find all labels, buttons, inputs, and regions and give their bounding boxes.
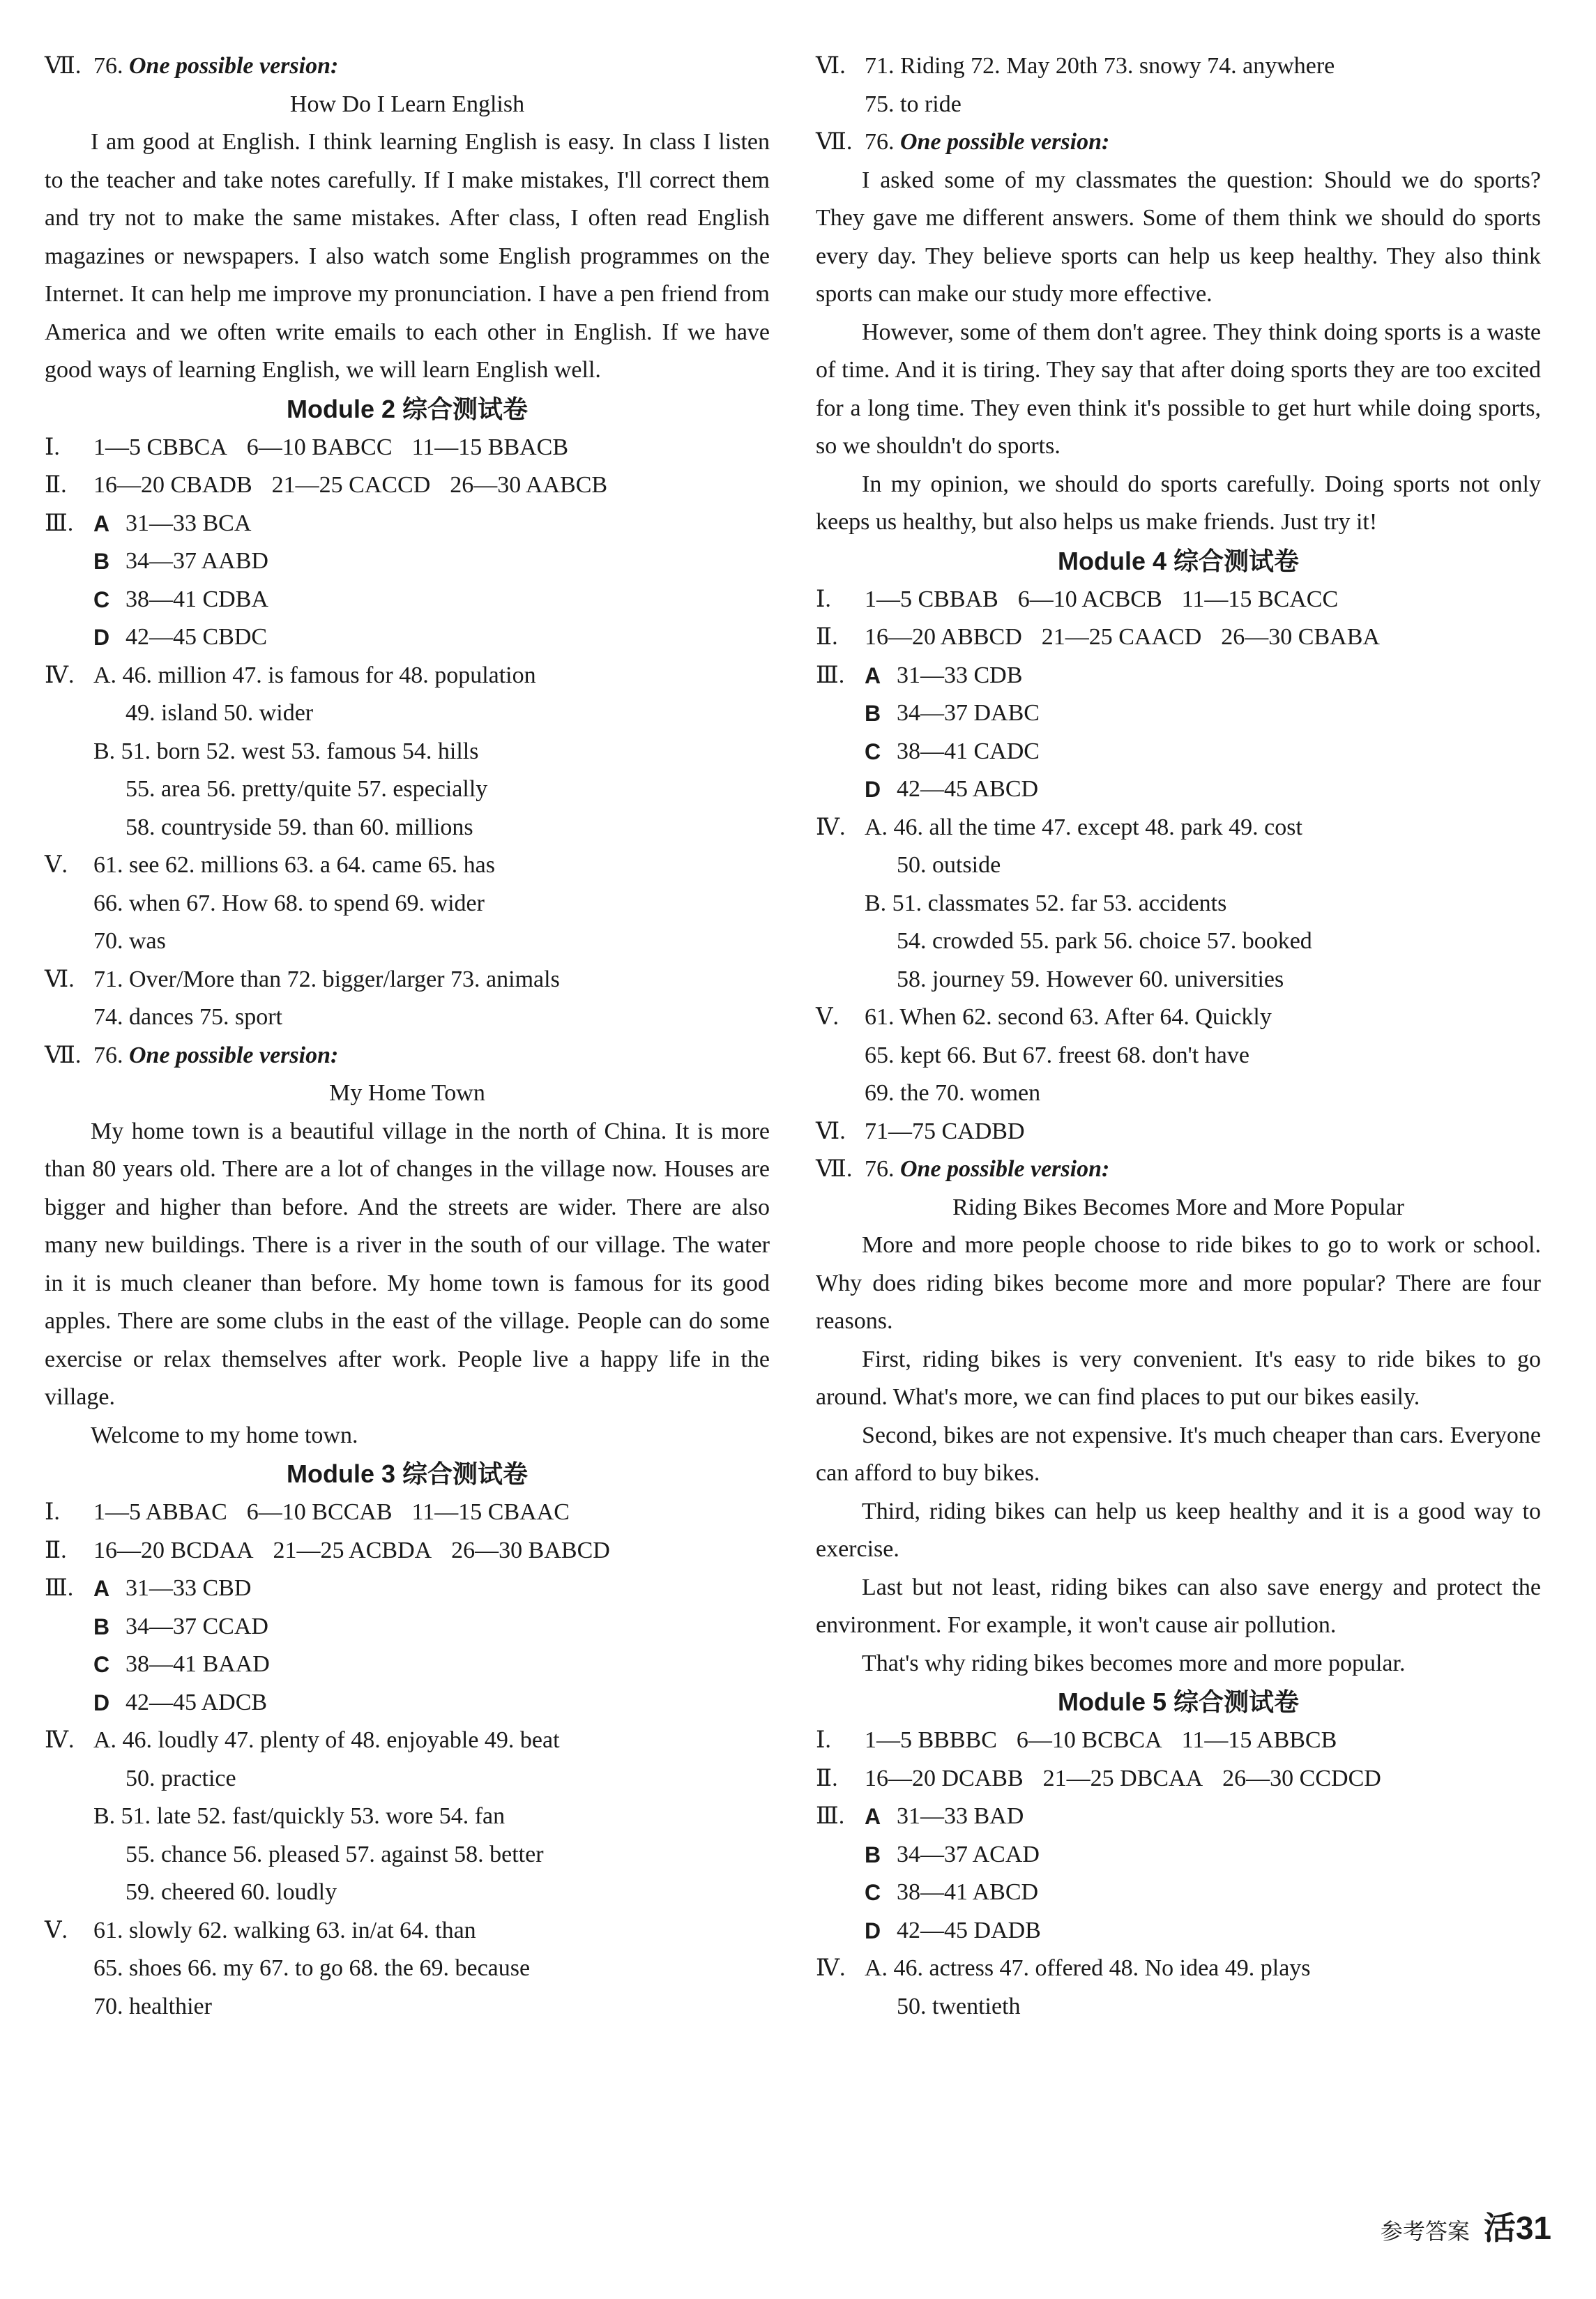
section-number: Ⅵ. — [816, 53, 846, 79]
section-number: Ⅵ. — [45, 966, 75, 992]
answer-line: 50. twentieth — [897, 1993, 1021, 2019]
section-number: Ⅱ. — [816, 1765, 838, 1791]
section-number: Ⅰ. — [45, 1499, 60, 1525]
answer-row — [816, 1798, 1541, 1836]
answer-line: A. 46. actress 47. offered 48. No idea 49. plays — [865, 1955, 1311, 1981]
answer-line: 61. see 62. millions 63. a 64. came 65. has — [93, 852, 496, 878]
section-number: Ⅶ. — [45, 1042, 82, 1068]
answer-segment: 38—41 ABCD — [897, 1879, 1039, 1905]
answer-line: 55. chance 56. pleased 57. against 58. better — [126, 1841, 544, 1867]
answer-segment: 26—30 CCDCD — [1222, 1765, 1381, 1791]
essay-paragraph: Third, riding bikes can help us keep healthy and it is a good way to exercise. — [816, 1498, 1541, 1562]
m3-section-vi — [816, 47, 1541, 123]
answer-segment: 1—5 CBBAB — [865, 586, 998, 612]
section-number: Ⅶ. — [45, 53, 82, 79]
answer-line: 71. Over/More than 72. bigger/larger 73. animals — [93, 966, 560, 992]
footer-label: 参考答案 — [1380, 2219, 1470, 2244]
answer-line: 50. practice — [126, 1765, 236, 1791]
answer-segment: 34—37 AABD — [126, 548, 268, 574]
sub-letter: A — [865, 662, 881, 688]
answer-segment: 16—20 DCABB — [865, 1765, 1024, 1791]
essay-paragraph: I am good at English. I think learning English is easy. In class I listen to the teacher and take notes carefully. If I make mistakes, I'll correct them and try not to make the same mistakes. After class, I often read English magazines or newspapers. I also watch some English programmes on the Internet. It can help me improve my pronunciation. I have a pen friend from America and we often write emails to each other in English. If we have good ways of learning English, we will learn English well. — [45, 129, 770, 383]
module-2-section — [45, 390, 770, 1455]
essay-paragraph: My home town is a beautiful village in the north of China. It is more than 80 years old. There are a lot of changes in the village now. Houses are bigger and higher than before. And the streets are wider. There are also many new buildings. There is a river in the south of our village. The water in it is much cleaner than before. My home town is famous for its good apples. There are some clubs in the east of the village. People can do some exercise or relax themselves after work. People live a happy life in the village. — [45, 1118, 770, 1410]
answer-segment: 6—10 BCBCA — [1016, 1727, 1162, 1753]
answer-segment: 6—10 BCCAB — [246, 1499, 393, 1525]
answer-row — [816, 657, 1541, 695]
answer-line: A. 46. loudly 47. plenty of 48. enjoyable 49. beat — [93, 1727, 560, 1753]
answer-line: 58. countryside 59. than 60. millions — [126, 814, 473, 840]
answer-segment: 42—45 ABCD — [897, 776, 1039, 802]
answer-row — [45, 1532, 770, 1570]
sub-letter: D — [865, 1918, 881, 1943]
answer-row — [45, 1608, 770, 1646]
answer-row — [45, 466, 770, 505]
module-4-section — [816, 542, 1541, 1683]
answer-row — [816, 1836, 1541, 1874]
answer-segment: 11—15 BBACB — [411, 434, 569, 460]
section-number: Ⅱ. — [45, 472, 67, 498]
answer-row — [45, 847, 770, 885]
section-number: Ⅲ. — [816, 662, 845, 688]
section-number: Ⅰ. — [816, 1727, 831, 1753]
sub-letter: A — [93, 1576, 110, 1601]
module-title: Module 4 综合测试卷 — [1057, 546, 1299, 575]
answer-line: 70. was — [93, 928, 166, 954]
answer-row — [45, 1684, 770, 1722]
answer-segment: 6—10 BABCC — [246, 434, 393, 460]
answer-row — [45, 1494, 770, 1532]
answer-row — [45, 657, 770, 695]
answer-line: A. 46. all the time 47. except 48. park 49. cost — [865, 814, 1302, 840]
answer-row — [816, 1760, 1541, 1798]
answer-row — [816, 619, 1541, 657]
module-3-section — [45, 1455, 770, 2026]
sub-letter: A — [93, 510, 110, 536]
answer-line: 71. Riding 72. May 20th 73. snowy 74. anywhere — [865, 53, 1335, 79]
answer-row — [45, 1646, 770, 1684]
answer-line: 49. island 50. wider — [126, 700, 314, 726]
answer-line: 54. crowded 55. park 56. choice 57. booked — [897, 928, 1312, 954]
answer-row — [816, 771, 1541, 809]
module-title: Module 3 综合测试卷 — [286, 1459, 528, 1488]
answer-row — [45, 1570, 770, 1608]
answer-segment: 42—45 DADB — [897, 1917, 1041, 1943]
answer-segment: 34—37 ACAD — [897, 1841, 1040, 1867]
answer-row — [45, 581, 770, 619]
answer-row — [45, 429, 770, 467]
sub-letter: B — [865, 701, 881, 726]
answer-segment: 26—30 CBABA — [1221, 624, 1380, 650]
sub-letter: C — [93, 586, 110, 612]
sub-letter: C — [865, 738, 881, 764]
sub-letter: D — [93, 1690, 110, 1715]
m1-section-vii — [45, 47, 770, 390]
right-column — [816, 47, 1541, 2026]
answer-segment: 42—45 ADCB — [126, 1689, 268, 1715]
answer-row — [45, 505, 770, 543]
answer-row — [45, 542, 770, 581]
m3-section-vii — [816, 123, 1541, 542]
answer-line: 61. When 62. second 63. After 64. Quickly — [865, 1004, 1272, 1030]
answer-row — [816, 581, 1541, 619]
section-number: Ⅲ. — [816, 1803, 845, 1829]
sub-letter: D — [93, 625, 110, 650]
answer-segment: 31—33 CBD — [126, 1575, 252, 1601]
essay-paragraph: In my opinion, we should do sports carefully. Doing sports not only keeps us healthy, but also helps us make friends. Just try it! — [816, 471, 1541, 535]
question-number: 76. — [93, 53, 123, 79]
answer-segment: 11—15 CBAAC — [411, 1499, 570, 1525]
answer-segment: 34—37 CCAD — [126, 1613, 268, 1639]
answer-row — [816, 1722, 1541, 1760]
answer-row — [816, 695, 1541, 733]
answer-segment: 21—25 ACBDA — [273, 1537, 432, 1563]
section-number: Ⅱ. — [816, 624, 838, 650]
question-number: 76. — [865, 1156, 895, 1182]
section-number: Ⅳ. — [45, 662, 75, 688]
sub-letter: C — [93, 1652, 110, 1677]
section-number: Ⅲ. — [45, 1575, 74, 1601]
answer-segment: 34—37 DABC — [897, 700, 1040, 726]
answer-row — [816, 733, 1541, 771]
section-number: Ⅳ. — [816, 1955, 846, 1981]
sub-letter: C — [865, 1880, 881, 1905]
answer-row — [45, 1037, 770, 1075]
section-number: Ⅴ. — [816, 1004, 839, 1030]
module-5-section — [816, 1683, 1541, 2026]
essay-paragraph: Second, bikes are not expensive. It's much cheaper than cars. Everyone can afford to buy bikes. — [816, 1422, 1541, 1486]
essay-paragraph: Welcome to my home town. — [91, 1422, 358, 1448]
answer-segment: 38—41 CADC — [897, 738, 1040, 764]
answer-row — [816, 1151, 1541, 1189]
section-number: Ⅰ. — [45, 434, 60, 460]
answer-segment: 16—20 ABBCD — [865, 624, 1022, 650]
module-title: Module 5 综合测试卷 — [1057, 1687, 1299, 1716]
section-number: Ⅰ. — [816, 586, 831, 612]
answer-segment: 1—5 CBBCA — [93, 434, 227, 460]
answer-line: B. 51. late 52. fast/quickly 53. wore 54. fan — [93, 1803, 506, 1829]
answer-segment: 26—30 AABCB — [450, 472, 608, 498]
page-footer — [1381, 2203, 1551, 2249]
answer-segment: 26—30 BABCD — [451, 1537, 610, 1563]
section-number: Ⅴ. — [45, 852, 68, 878]
question-number: 76. — [865, 129, 895, 155]
section-number: Ⅲ. — [45, 510, 74, 536]
answer-line: 75. to ride — [865, 91, 962, 117]
possible-version-label: One possible version: — [900, 129, 1110, 155]
essay-title: My Home Town — [329, 1080, 485, 1106]
answer-segment: 31—33 CDB — [897, 662, 1023, 688]
sub-letter: B — [93, 1614, 110, 1639]
answer-line: B. 51. born 52. west 53. famous 54. hills — [93, 738, 479, 764]
answer-row — [816, 1874, 1541, 1912]
essay-paragraph: More and more people choose to ride bikes to go to work or school. Why does riding bikes become more and more popular? There are four reasons. — [816, 1232, 1541, 1334]
question-number: 76. — [93, 1042, 123, 1068]
section-number: Ⅵ. — [816, 1118, 846, 1144]
section-number: Ⅶ. — [816, 1156, 853, 1182]
essay-paragraph: However, some of them don't agree. They think doing sports is a waste of time. And it is tiring. They say that after doing sports they are too excited for a long time. They even think it's possible to get hurt while doing sports, so we shouldn't do sports. — [816, 319, 1541, 459]
answer-segment: 11—15 ABBCB — [1181, 1727, 1337, 1753]
answer-segment: 1—5 ABBAC — [93, 1499, 227, 1525]
answer-row — [816, 1950, 1541, 1988]
answer-line: 66. when 67. How 68. to spend 69. wider — [93, 890, 485, 916]
sub-letter: B — [93, 549, 110, 574]
answer-line: 50. outside — [897, 852, 1001, 878]
answer-segment: 38—41 BAAD — [126, 1651, 270, 1677]
section-number: Ⅳ. — [816, 814, 846, 840]
section-number: Ⅴ. — [45, 1917, 68, 1943]
possible-version-label: One possible version: — [900, 1156, 1110, 1182]
sub-letter: B — [865, 1842, 881, 1867]
answer-segment: 16—20 BCDAA — [93, 1537, 254, 1563]
answer-segment: 6—10 ACBCB — [1017, 586, 1162, 612]
essay-paragraph: I asked some of my classmates the question: Should we do sports? They gave me different answers. Some of them think we should do sports every day. They believe sports can help us keep healthy. They also think sports can make our study more effective. — [816, 167, 1541, 307]
answer-row — [816, 809, 1541, 847]
answer-segment: 31—33 BCA — [126, 510, 252, 536]
answer-row — [816, 1113, 1541, 1151]
answer-segment: 16—20 CBADB — [93, 472, 252, 498]
essay-title: Riding Bikes Becomes More and More Popular — [952, 1194, 1404, 1220]
answer-segment: 21—25 DBCAA — [1042, 1765, 1203, 1791]
answer-line: 58. journey 59. However 60. universities — [897, 966, 1284, 992]
possible-version-label: One possible version: — [129, 53, 339, 79]
answer-segment: 71—75 CADBD — [865, 1118, 1025, 1144]
answer-line: 59. cheered 60. loudly — [126, 1879, 337, 1905]
answer-line: 61. slowly 62. walking 63. in/at 64. than — [93, 1917, 476, 1943]
sub-letter: D — [865, 777, 881, 802]
essay-title: How Do I Learn English — [289, 91, 525, 117]
answer-line: 65. kept 66. But 67. freest 68. don't have — [865, 1042, 1249, 1068]
answer-line: 74. dances 75. sport — [93, 1004, 283, 1030]
sub-letter: A — [865, 1804, 881, 1829]
answer-segment: 42—45 CBDC — [126, 624, 268, 650]
answer-line: 69. the 70. women — [865, 1080, 1041, 1106]
answer-line: 65. shoes 66. my 67. to go 68. the 69. because — [93, 1955, 531, 1981]
answer-segment: 21—25 CACCD — [271, 472, 431, 498]
answer-row — [816, 999, 1541, 1037]
module-title: Module 2 综合测试卷 — [286, 394, 528, 423]
answer-line: 70. healthier — [93, 1993, 212, 2019]
possible-version-label: One possible version: — [129, 1042, 339, 1068]
essay-paragraph: That's why riding bikes becomes more and more popular. — [862, 1650, 1406, 1676]
answer-row — [45, 961, 770, 999]
page-number: 活31 — [1483, 2210, 1551, 2246]
answer-segment: 1—5 BBBBC — [865, 1727, 997, 1753]
answer-row — [45, 1722, 770, 1760]
left-column — [45, 47, 770, 2026]
answer-line: 55. area 56. pretty/quite 57. especially — [126, 776, 488, 802]
section-number: Ⅱ. — [45, 1537, 67, 1563]
answer-line: B. 51. classmates 52. far 53. accidents — [865, 890, 1227, 916]
answer-segment: 11—15 BCACC — [1181, 586, 1339, 612]
essay-paragraph: First, riding bikes is very convenient. It's easy to ride bikes to go around. What's more, we can find places to put our bikes easily. — [816, 1346, 1541, 1410]
answer-row — [45, 1912, 770, 1950]
section-number: Ⅶ. — [816, 129, 853, 155]
essay-paragraph: Last but not least, riding bikes can also save energy and protect the environment. For example, it won't cause air pollution. — [816, 1574, 1541, 1638]
answer-segment: 38—41 CDBA — [126, 586, 268, 612]
answer-row — [816, 1912, 1541, 1950]
answer-line: A. 46. million 47. is famous for 48. population — [93, 662, 536, 688]
answer-segment: 31—33 BAD — [897, 1803, 1024, 1829]
section-number: Ⅳ. — [45, 1727, 75, 1753]
answer-segment: 21—25 CAACD — [1041, 624, 1202, 650]
answer-row — [45, 619, 770, 657]
